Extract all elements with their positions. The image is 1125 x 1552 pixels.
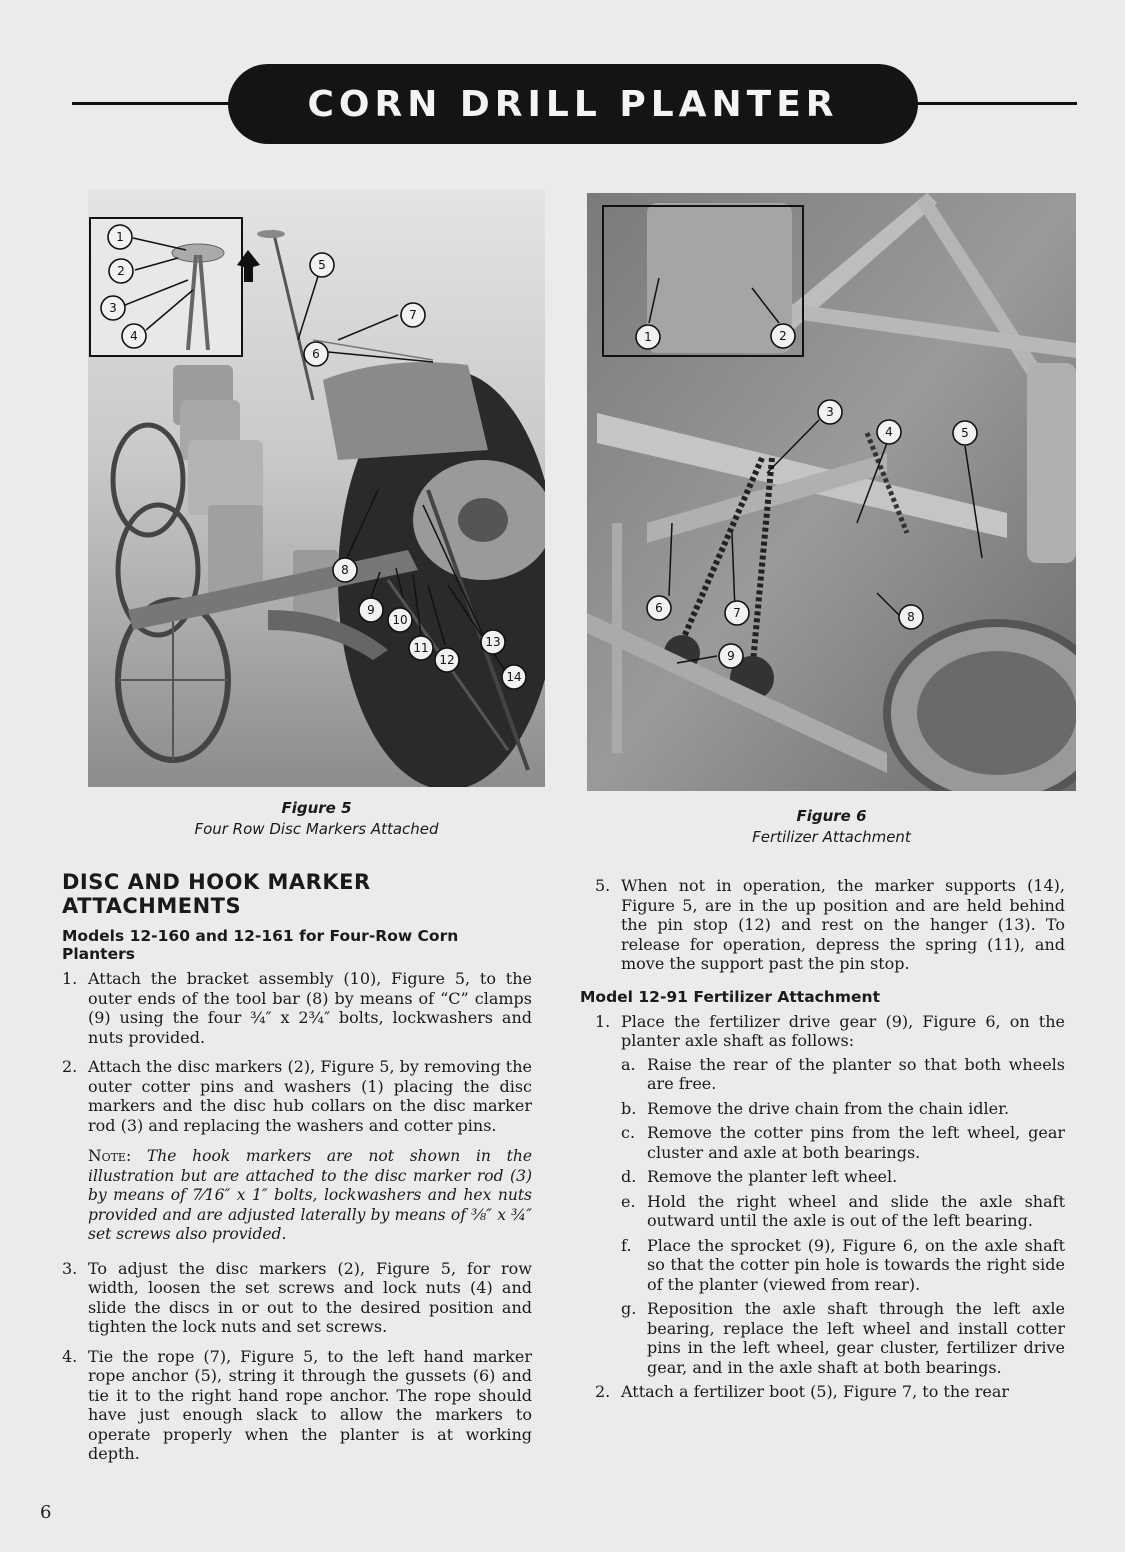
substep-text: Remove the drive chain from the chain idler.: [647, 1098, 1010, 1118]
fertilizer-steps: [595, 1012, 1065, 1051]
callout-11: [409, 636, 433, 660]
svg-text:6: 6: [655, 601, 663, 615]
svg-text:5: 5: [318, 258, 326, 272]
callout-6: [304, 342, 328, 366]
fert-step-2: [595, 1382, 1065, 1402]
step-number: 2.: [62, 1057, 78, 1076]
substep-b: [621, 1099, 1065, 1119]
callout-7: [725, 601, 749, 625]
step-2: [62, 1057, 532, 1135]
substep-letter: g.: [621, 1299, 637, 1318]
callout-1: [636, 325, 660, 349]
substep-f: [621, 1236, 1065, 1295]
step-number: 1.: [62, 969, 78, 988]
substep-text: Remove the planter left wheel.: [647, 1167, 898, 1186]
svg-text:3: 3: [826, 405, 834, 419]
callout-4: [122, 324, 146, 348]
step-number: 4.: [62, 1346, 78, 1366]
substep-c: [621, 1123, 1065, 1162]
substep-text: Hold the right wheel and slide the axle shaft outward until the axle is out of the left bearing.: [647, 1191, 1065, 1230]
fertilizer-subtitle: Model 12-91 Fertilizer Attachment: [580, 987, 881, 1006]
figure-6-title: Figure 6: [796, 807, 867, 825]
figure-5-photo: [88, 190, 545, 787]
page-title: CORN DRILL PLANTER: [307, 83, 839, 125]
svg-text:13: 13: [485, 635, 501, 649]
callout-2: [771, 324, 795, 348]
svg-text:4: 4: [885, 425, 893, 439]
callout-13: [481, 630, 505, 654]
svg-text:10: 10: [392, 613, 408, 627]
page-title-banner: [228, 64, 918, 144]
figure-5-title: Figure 5: [281, 799, 352, 817]
svg-text:12: 12: [439, 653, 455, 667]
substep-letter: f.: [621, 1235, 632, 1255]
svg-text:8: 8: [907, 610, 915, 624]
svg-text:5: 5: [961, 426, 969, 440]
section-title: DISC AND HOOK MARKER ATTACHMENTS: [62, 870, 371, 918]
step-text: Place the fertilizer drive gear (9), Figure 6, on the planter axle shaft as follows:: [621, 1011, 1065, 1050]
step-text: Attach the disc markers (2), Figure 5, by removing the outer cotter pins and washers (1) placing the disc markers and the disc hub collars on the disc marker rod (3) and replacing the washers and cotter pins.: [88, 1057, 532, 1135]
svg-text:9: 9: [727, 649, 735, 663]
note: [88, 1147, 532, 1245]
marker-steps-continued: [62, 1259, 532, 1464]
svg-text:4: 4: [130, 329, 138, 343]
header-rule-left: [72, 102, 242, 105]
svg-text:3: 3: [109, 301, 117, 315]
step-5: [595, 876, 1065, 974]
substep-text: Raise the rear of the planter so that both wheels are free.: [647, 1054, 1065, 1093]
step-text: Attach the bracket assembly (10), Figure 5, to the outer ends of the tool bar (8) by means of “C” clamps (9) using the four ¾″ x 2¾″ bolts, lockwashers and nuts provided.: [88, 969, 532, 1047]
callout-7: [401, 303, 425, 327]
note-text: The hook markers are not shown in the illustration but are attached to the disc marker rod (3) by means of 7⁄16″ x 1″ bolts, lockwashers and hex nuts provided and are adjusted laterally by means of ⅜″ x ¾″ set screws also provided.: [88, 1147, 532, 1243]
svg-text:2: 2: [117, 264, 125, 278]
figure-5-caption: [88, 798, 545, 840]
figure-5-caption-text: Four Row Disc Markers Attached: [194, 820, 439, 838]
substep-letter: e.: [621, 1191, 636, 1211]
svg-text:8: 8: [341, 563, 349, 577]
callout-9: [719, 644, 743, 668]
page-number: 6: [40, 1502, 52, 1523]
substep-letter: d.: [621, 1167, 637, 1186]
substep-letter: a.: [621, 1054, 636, 1074]
callout-3: [818, 400, 842, 424]
figure-6-caption-text: Fertilizer Attachment: [752, 828, 911, 846]
svg-text:11: 11: [413, 641, 429, 655]
svg-text:6: 6: [312, 347, 320, 361]
substep-letter: c.: [621, 1123, 636, 1142]
callout-8: [333, 558, 357, 582]
right-column: [580, 876, 1065, 1412]
svg-text:7: 7: [409, 308, 417, 322]
callout-5: [310, 253, 334, 277]
header-rule-right: [905, 102, 1077, 105]
substep-letter: b.: [621, 1098, 637, 1118]
svg-text:9: 9: [367, 603, 375, 617]
callout-2: [109, 259, 133, 283]
figure-6-caption: [587, 806, 1076, 848]
svg-text:1: 1: [644, 330, 652, 344]
marker-steps: [62, 969, 532, 1135]
fertilizer-steps-continued: [595, 1382, 1065, 1402]
svg-text:2: 2: [779, 329, 787, 343]
substep-text: Reposition the axle shaft through the left axle bearing, replace the left wheel and install cotter pins in the left wheel, gear cluster, fertilizer drive gear, and in the axle shaft at both bearings.: [647, 1299, 1065, 1377]
callout-12: [435, 648, 459, 672]
step-number: 1.: [595, 1011, 611, 1031]
substep-text: Place the sprocket (9), Figure 6, on the axle shaft so that the cotter pin hole is towards the right side of the planter (viewed from rear).: [647, 1235, 1065, 1294]
step-number: 5.: [595, 876, 611, 895]
callout-1: [108, 225, 132, 249]
substep-d: [621, 1167, 1065, 1187]
substep-a: [621, 1055, 1065, 1094]
fertilizer-substeps: [621, 1055, 1065, 1378]
step-text: To adjust the disc markers (2), Figure 5, for row width, loosen the set screws and lock nuts (4) and slide the discs in or out to the desired position and tighten the lock nuts and set screws.: [88, 1258, 532, 1336]
note-label: Note:: [88, 1147, 132, 1165]
step-text: When not in operation, the marker supports (14), Figure 5, are in the up position and are held behind the pin stop (12) and rest on the hanger (13). To release for operation, depress the spring (11), and move the support past the pin stop.: [621, 876, 1065, 973]
marker-steps-end: [595, 876, 1065, 974]
substep-text: Remove the cotter pins from the left wheel, gear cluster and axle at both bearings.: [647, 1123, 1065, 1162]
callout-10: [388, 608, 412, 632]
step-4: [62, 1347, 532, 1464]
callout-8: [899, 605, 923, 629]
left-column: [62, 870, 532, 1474]
callout-4: [877, 420, 901, 444]
figure-6-photo: [587, 193, 1076, 791]
svg-text:14: 14: [506, 670, 522, 684]
svg-text:7: 7: [733, 606, 741, 620]
step-number: 2.: [595, 1382, 611, 1401]
fert-step-1: [595, 1012, 1065, 1051]
callout-14: [502, 665, 526, 689]
step-text: Attach a fertilizer boot (5), Figure 7, to the rear: [621, 1382, 1010, 1401]
substep-g: [621, 1299, 1065, 1377]
substep-e: [621, 1192, 1065, 1231]
callout-3: [101, 296, 125, 320]
models-subtitle: Models 12-160 and 12-161 for Four-Row Corn Planters: [62, 927, 459, 963]
step-text: Tie the rope (7), Figure 5, to the left hand marker rope anchor (5), string it through the gussets (6) and tie it to the right hand rope anchor. The rope should have just enough slack to allow the markers to operate properly when the planter is at working depth.: [88, 1346, 532, 1463]
callout-9: [359, 598, 383, 622]
callout-6: [647, 596, 671, 620]
svg-text:1: 1: [116, 230, 124, 244]
callout-5: [953, 421, 977, 445]
step-3: [62, 1259, 532, 1337]
step-1: [62, 969, 532, 1047]
step-number: 3.: [62, 1258, 78, 1278]
